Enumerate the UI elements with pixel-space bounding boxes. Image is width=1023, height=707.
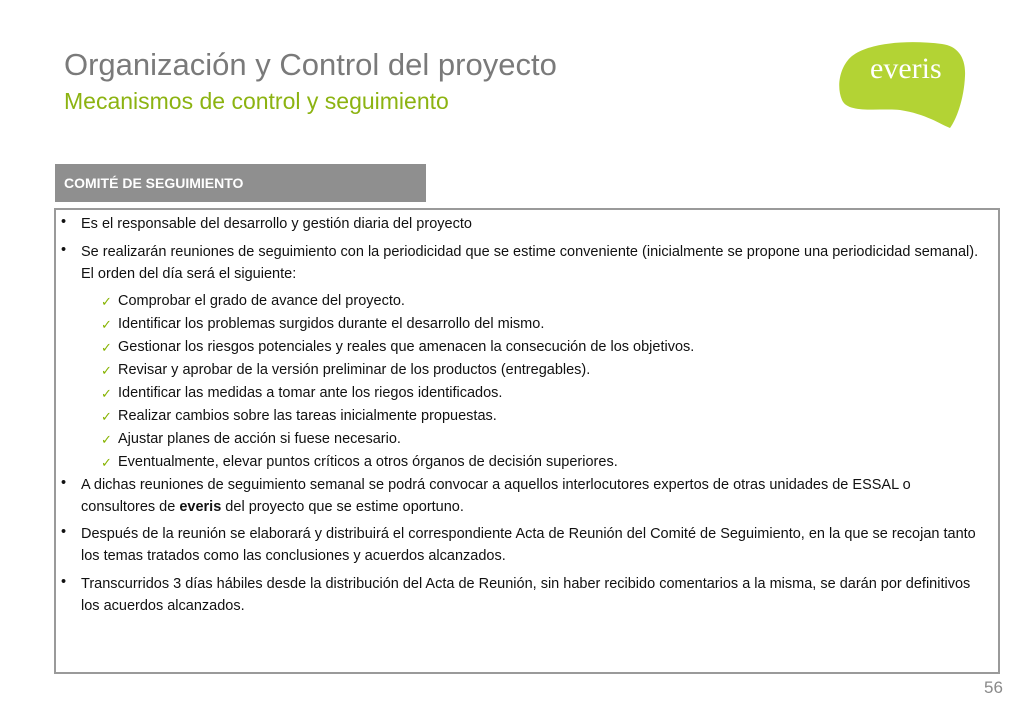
bullet-dot: •: [61, 214, 67, 230]
bullet-dot: •: [61, 524, 67, 540]
check-icon: ✓: [101, 432, 112, 447]
bullet-text-4: Después de la reunión se elaborará y distribuirá el correspondiente Acta de Reunión del Comité de Seguimiento, en la que se recojan tanto los temas tratados como las conclusiones y acuerdos alcanzados.: [81, 526, 976, 564]
check-icon: ✓: [101, 340, 112, 355]
check-icon: ✓: [101, 294, 112, 309]
agenda-item: Identificar los problemas surgidos durante el desarrollo del mismo.: [118, 316, 545, 332]
bullet-dot: •: [61, 475, 67, 491]
everis-logo: [838, 38, 970, 130]
check-icon: ✓: [101, 363, 112, 378]
agenda-item: Revisar y aprobar de la versión preliminar de los productos (entregables).: [118, 362, 591, 378]
agenda-item: Gestionar los riesgos potenciales y reales que amenacen la consecución de los objetivos.: [118, 339, 695, 355]
agenda-item: Identificar las medidas a tomar ante los riegos identificados.: [118, 385, 503, 401]
bullet-text-1: Es el responsable del desarrollo y gestión diaria del proyecto: [81, 216, 472, 232]
agenda-item: Ajustar planes de acción si fuese necesario.: [118, 431, 401, 447]
agenda-item: Realizar cambios sobre las tareas inicialmente propuestas.: [118, 408, 497, 424]
everis-bold: everis: [179, 498, 222, 515]
check-icon: ✓: [101, 409, 112, 424]
section-header: COMITÉ DE SEGUIMIENTO: [55, 164, 426, 202]
agenda-item: Comprobar el grado de avance del proyecto.: [118, 293, 405, 309]
page-title: Organización y Control del proyecto: [64, 47, 557, 82]
agenda-item: Eventualmente, elevar puntos críticos a otros órganos de decisión superiores.: [118, 454, 618, 470]
check-icon: ✓: [101, 386, 112, 401]
bullet-dot: •: [61, 242, 67, 258]
logo-text: everis: [870, 52, 942, 85]
page-subtitle: Mecanismos de control y seguimiento: [64, 88, 449, 114]
page-number: 56: [984, 678, 1003, 697]
check-icon: ✓: [101, 317, 112, 332]
check-icon: ✓: [101, 455, 112, 470]
bullet-text-3: A dichas reuniones de seguimiento semanal se podrá convocar a aquellos interlocutores expertos de otras unidades de ESSAL o consultores de everis del proyecto que se estime oportuno.: [81, 477, 911, 515]
bullet-text-5: Transcurridos 3 días hábiles desde la distribución del Acta de Reunión, sin haber recibido comentarios a la misma, se darán por definitivos los acuerdos alcanzados.: [81, 576, 971, 614]
bullet-text-2: Se realizarán reuniones de seguimiento con la periodicidad que se estime conveniente (inicialmente se propone una periodicidad semanal). El orden del día será el siguiente:: [81, 244, 979, 282]
bullet-dot: •: [61, 574, 67, 590]
